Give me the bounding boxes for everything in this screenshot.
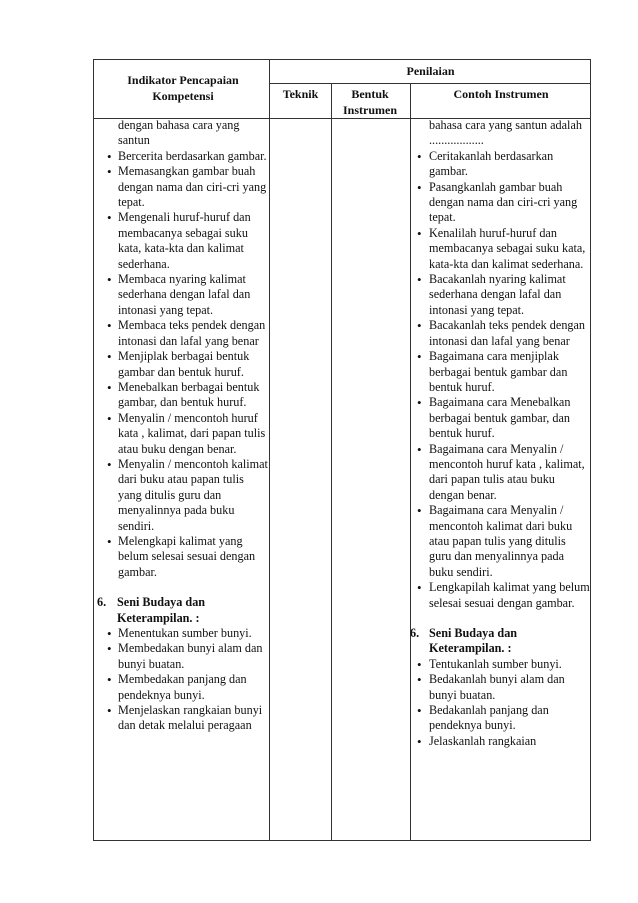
- header-bentuk-instrumen: Bentuk Instrumen: [342, 87, 397, 117]
- indikator-list: [93, 149, 269, 580]
- list-item: • Memasangkan gambar buah dengan nama dan ciri-cri yang tepat.: [93, 164, 269, 210]
- list-item: • Bacakanlah nyaring kalimat sederhana dengan lafal dan intonasi yang tepat.: [410, 272, 591, 318]
- list-item: • Bercerita berdasarkan gambar.: [93, 149, 269, 164]
- section-number: 6.: [97, 595, 107, 610]
- contoh-continued-text: bahasa cara yang santun adalah ..................: [429, 118, 582, 148]
- assessment-table: [93, 59, 591, 841]
- list-item: • Mengenali huruf-huruf dan membacanya sebagai suku kata, kata-kta dan kalimat sederhana.: [93, 210, 269, 272]
- indikator-continued-text: dengan bahasa cara yang santun: [118, 118, 240, 148]
- header-penilaian: Penilaian: [406, 64, 455, 78]
- list-item: • Menjelaskan rangkaian bunyi dan detak melalui peragaan: [93, 703, 269, 734]
- indikator-section-list: [93, 626, 269, 734]
- list-item: • Menyalin / mencontoh kalimat dari buku atau papan tulis yang ditulis guru dan menyalinnya pada buku sendiri.: [93, 457, 269, 534]
- list-item: • Membaca nyaring kalimat sederhana dengan lafal dan intonasi yang tepat.: [93, 272, 269, 318]
- contoh-section-heading: [410, 626, 591, 657]
- contoh-list: [410, 149, 591, 611]
- list-item: • Bagaimana cara Menyalin / mencontoh kalimat dari buku atau papan tulis yang ditulis guru dan menyalinnya pada buku sendiri.: [410, 503, 591, 580]
- list-item: • Bacakanlah teks pendek dengan intonasi dan lafal yang benar: [410, 318, 591, 349]
- table-border-bottom: [93, 840, 591, 841]
- column-divider-1: [269, 59, 270, 841]
- list-item: • Bagaimana cara Menebalkan berbagai bentuk gambar, dan bentuk huruf.: [410, 395, 591, 441]
- contoh-section-list: [410, 657, 591, 749]
- list-item: • Pasangkanlah gambar buah dengan nama dan ciri-cri yang tepat.: [410, 180, 591, 226]
- contoh-column: [410, 118, 591, 749]
- column-divider-2: [331, 83, 332, 841]
- indikator-column: [93, 118, 269, 734]
- list-item: • Menyalin / mencontoh huruf kata , kalimat, dari papan tulis atau buku dengan benar.: [93, 411, 269, 457]
- header-contoh-instrumen: Contoh Instrumen: [453, 87, 549, 101]
- list-item: • Menebalkan berbagai bentuk gambar, dan bentuk huruf.: [93, 380, 269, 411]
- section-title: Seni Budaya dan Keterampilan. :: [429, 626, 518, 656]
- table-border-top: [93, 59, 591, 60]
- list-item: • Bagaimana cara menjiplak berbagai bentuk gambar dan bentuk huruf.: [410, 349, 591, 395]
- list-item: • Menentukan sumber bunyi.: [93, 626, 269, 641]
- header-indikator: Indikator Pencapaian Kompetensi: [127, 73, 239, 103]
- list-item: • Menjiplak berbagai bentuk gambar dan bentuk huruf.: [93, 349, 269, 380]
- indikator-section-heading: [93, 595, 269, 626]
- penilaian-divider: [269, 83, 591, 84]
- header-teknik: Teknik: [282, 87, 319, 101]
- list-item: • Membaca teks pendek dengan intonasi dan lafal yang benar: [93, 318, 269, 349]
- list-item: • Lengkapilah kalimat yang belum selesai sesuai dengan gambar.: [410, 580, 591, 611]
- list-item: • Jelaskanlah rangkaian: [410, 734, 591, 749]
- list-item: • Membedakan panjang dan pendeknya bunyi.: [93, 672, 269, 703]
- list-item: • Kenalilah huruf-huruf dan membacanya sebagai suku kata, kata-kta dan kalimat sederhana.: [410, 226, 591, 272]
- list-item: • Tentukanlah sumber bunyi.: [410, 657, 591, 672]
- list-item: • Bedakanlah bunyi alam dan bunyi buatan.: [410, 672, 591, 703]
- list-item: • Melengkapi kalimat yang belum selesai sesuai dengan gambar.: [93, 534, 269, 580]
- list-item: • Membedakan bunyi alam dan bunyi buatan.: [93, 641, 269, 672]
- list-item: • Ceritakanlah berdasarkan gambar.: [410, 149, 591, 180]
- section-number: 6.: [410, 626, 420, 640]
- list-item: • Bagaimana cara Menyalin / mencontoh huruf kata , kalimat, dari papan tulis atau buku dengan benar.: [410, 442, 591, 504]
- section-title: Seni Budaya dan Keterampilan. :: [117, 595, 206, 625]
- list-item: • Bedakanlah panjang dan pendeknya bunyi.: [410, 703, 591, 734]
